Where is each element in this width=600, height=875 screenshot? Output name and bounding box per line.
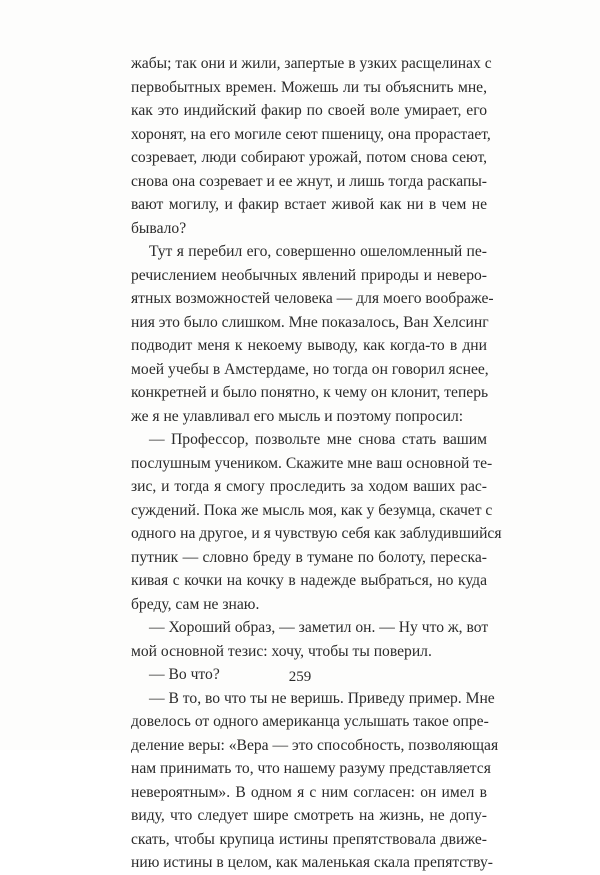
text-line: деление веры: «Вера — это способность, позволяющая [131, 736, 499, 754]
text-line: зис, и тогда я смогу проследить за ходом ваших рас- [131, 478, 487, 495]
text-line: невероятным». В одном я с ним согласен: он имел в [131, 783, 487, 801]
text-line: — Профессор, позвольте мне снова стать вашим [149, 431, 487, 448]
text-line: как это индийский факир по своей воле умирает, его [131, 102, 487, 119]
page-number: 259 [288, 669, 312, 685]
text-line: вают могилу, и факир встает живой как ни в чем не [131, 196, 487, 213]
text-line: первобытных времен. Можешь ли ты объяснить мне, [131, 78, 487, 96]
text-line: бреду, сам не знаю. [131, 595, 260, 613]
text-line: ятных возможностей человека — для моего воображе- [131, 290, 494, 307]
text-line: ния это было слишком. Мне показалось, Ван Хелсинг [131, 313, 489, 331]
text-line: Тут я перебил его, совершенно ошеломленный пе- [149, 243, 487, 260]
text-line: подводит меня к некоему выводу, как когда-то в дни [131, 337, 487, 354]
text-line: — Во что? [149, 666, 220, 683]
body-text [131, 52, 502, 875]
text-line: созревает, люди собирают урожай, потом снова сеют, [131, 149, 487, 166]
text-line: кивая с кочки на кочку в надежде выбраться, но куда [131, 572, 487, 589]
text-line: моей учебы в Амстердаме, но тогда он говорил яснее, [131, 360, 489, 378]
text-line: скать, чтобы крупица истины препятствовала движе- [131, 830, 487, 848]
text-line: путник — словно бреду в тумане по болоту, переска- [131, 548, 487, 566]
text-line: суждений. Пока же мысль моя, как у безумца, скачет с [131, 501, 493, 519]
text-line: же я не улавливал его мысль и поэтому попросил: [131, 407, 464, 425]
text-line: бывало? [131, 219, 187, 237]
text-line: — Хороший образ, — заметил он. — Ну что ж, вот [149, 619, 489, 636]
text-line: жабы; так они и жили, запертые в узких расщелинах с [131, 55, 492, 72]
text-line: конкретней и было понятно, к чему он клонит, теперь [131, 384, 489, 401]
text-line: — В то, во что ты не веришь. Приведу пример. Мне [149, 689, 495, 707]
text-line: послушным учеником. Скажите мне ваш основной те- [131, 454, 493, 472]
text-line: нию истины в целом, как маленькая скала препятству- [131, 854, 493, 871]
text-line: снова она созревает и ее жнут, и лишь тогда раскапы- [131, 172, 487, 190]
text-line: мой основной тезис: хочу, чтобы ты поверил. [131, 642, 432, 660]
text-line: хоронят, на его могиле сеют пшеницу, она прорастает, [131, 125, 491, 143]
text-line: одного на другое, и я чувствую себя как заблудившийся [131, 525, 502, 542]
text-line: довелось от одного американца услышать такое опре- [131, 713, 489, 730]
text-line: нам принимать то, что нашему разуму представляется [131, 760, 491, 777]
text-line: речислением необычных явлений природы и неверо- [131, 266, 487, 284]
text-line: виду, что следует шире смотреть на жизнь, не допу- [131, 807, 487, 824]
